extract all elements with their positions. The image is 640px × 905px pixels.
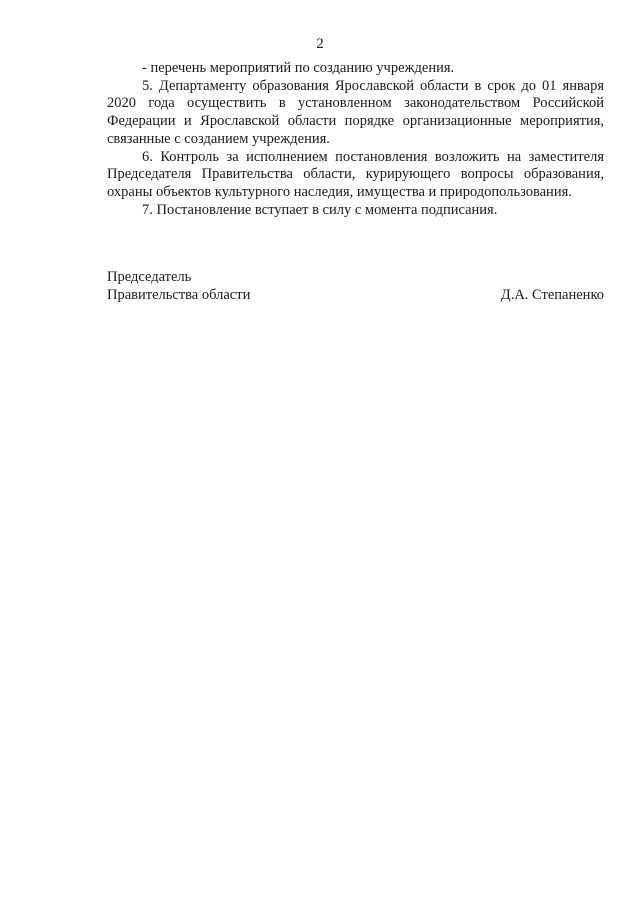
paragraph-list-item: - перечень мероприятий по созданию учреждения. [142,60,455,76]
signatory-title-line1: Председатель [107,269,192,285]
paragraph-6: 6. Контроль за исполнением постановления возложить на заместителя Председателя Правительства области, курирующего вопросы образования, охраны объектов культурного наследия, имущества и природопользования. [107,148,604,200]
signatory-name: Д.А. Степаненко [500,287,604,303]
signatory-title-line2: Правительства области [107,287,251,303]
signature-block [107,268,604,304]
signature-row [107,286,604,304]
paragraph-5: 5. Департаменту образования Ярославской области в срок до 01 января 2020 года осуществить в установленном законодательством Российской Федерации и Ярославской области порядке организационные мероприятия, связанные с созданием учреждения. [107,77,604,147]
page-number: 2 [316,36,324,52]
paragraph-7: 7. Постановление вступает в силу с момента подписания. [142,201,498,218]
document-body [107,60,604,219]
